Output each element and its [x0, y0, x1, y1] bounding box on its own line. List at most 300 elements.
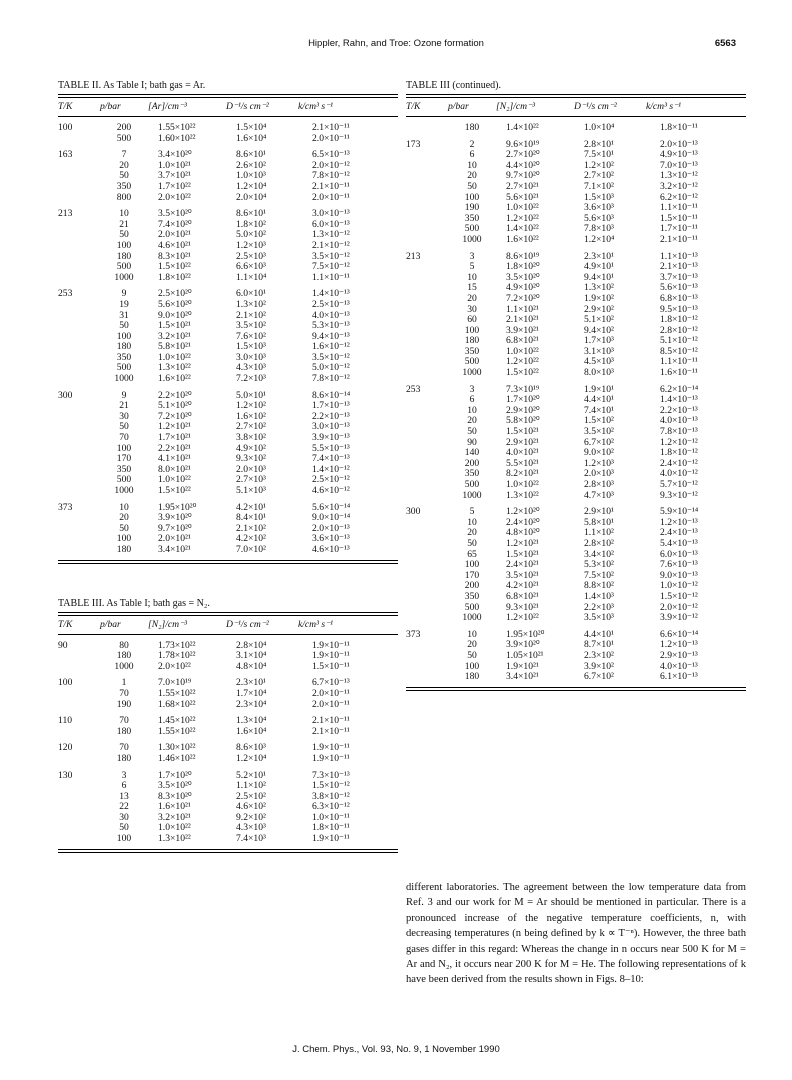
temperature-group — [406, 501, 746, 624]
rate-cell: 1.0×10⁻¹¹ — [312, 811, 350, 823]
rate-cell: 1.9×10⁻¹¹ — [312, 833, 350, 845]
concentration-cell: 1.2×10²² — [506, 356, 539, 368]
column-header: k/cm³ s⁻¹ — [298, 98, 398, 117]
table-caption: TABLE II. As Table I; bath gas = Ar. — [58, 80, 206, 91]
diffusion-cell: 5.8×10¹ — [584, 516, 614, 528]
concentration-cell: 1.5×10²² — [506, 367, 539, 379]
temperature-cell — [406, 480, 448, 491]
diffusion-cell: 2.8×10³ — [584, 479, 614, 490]
concentration-cell: 2.5×10²⁰ — [158, 288, 192, 300]
data-table — [58, 616, 398, 845]
pressure-cell: 50 — [119, 822, 129, 834]
temperature-group — [406, 379, 746, 502]
concentration-cell: 8.3×10²⁰ — [158, 790, 192, 802]
diffusion-cell: 5.1×10² — [584, 314, 614, 326]
rate-cell: 2.0×10⁻¹¹ — [312, 132, 350, 144]
table-row — [406, 613, 746, 624]
concentration-cell: 1.5×10²¹ — [506, 426, 539, 438]
table-row — [406, 235, 746, 246]
diffusion-cell: 4.3×10³ — [236, 822, 266, 834]
temperature-cell — [406, 550, 448, 561]
concentration-cell: 1.9×10²¹ — [506, 660, 539, 672]
table-bottom-rule — [58, 849, 398, 853]
body-paragraph — [406, 880, 746, 988]
concentration-cell: 5.5×10²¹ — [506, 457, 539, 469]
concentration-cell: 8.6×10¹⁹ — [506, 250, 540, 262]
rate-cell: 4.9×10⁻¹³ — [660, 149, 698, 161]
temperature-cell — [58, 475, 100, 486]
rate-cell: 5.5×10⁻¹³ — [312, 442, 350, 454]
table-bottom-rule — [58, 560, 398, 564]
pressure-cell: 1000 — [114, 373, 134, 385]
temperature-cell — [406, 336, 448, 347]
concentration-cell: 5.6×10²⁰ — [158, 298, 192, 310]
temperature-cell: 163 — [58, 149, 73, 161]
temperature-group — [58, 283, 398, 384]
diffusion-cell: 4.7×10³ — [584, 489, 614, 501]
pressure-cell: 190 — [116, 698, 132, 710]
concentration-cell: 3.9×10²¹ — [506, 324, 539, 336]
rate-cell: 6.2×10⁻¹² — [660, 191, 698, 203]
temperature-cell — [58, 412, 100, 423]
pressure-cell: 1000 — [462, 367, 482, 379]
diffusion-cell: 1.2×10² — [236, 400, 266, 412]
rate-cell: 7.8×10⁻¹² — [312, 373, 350, 385]
temperature-cell — [58, 193, 100, 204]
data-table — [58, 98, 398, 556]
rate-cell: 2.5×10⁻¹² — [312, 474, 350, 486]
rate-cell: 5.7×10⁻¹² — [660, 479, 698, 490]
rate-cell: 1.1×10⁻¹³ — [660, 250, 698, 262]
temperature-cell — [406, 171, 448, 182]
temperature-group — [58, 117, 398, 145]
pressure-cell: 65 — [467, 548, 477, 560]
journal-footer: J. Chem. Phys., Vol. 93, No. 9, 1 November 1990 — [292, 1044, 500, 1055]
rate-cell: 2.5×10⁻¹³ — [312, 298, 350, 310]
temperature-cell — [58, 651, 100, 662]
concentration-cell: 4.4×10²⁰ — [506, 159, 540, 171]
pressure-cell: 22 — [119, 801, 129, 813]
diffusion-cell: 1.8×10² — [236, 218, 266, 230]
temperature-cell — [406, 539, 448, 550]
pressure-cell: 100 — [116, 330, 132, 342]
table-row — [58, 689, 398, 700]
diffusion-cell: 2.8×10² — [584, 537, 614, 549]
concentration-cell: 2.7×10²⁰ — [506, 149, 540, 161]
temperature-cell — [58, 513, 100, 524]
pressure-cell: 180 — [116, 752, 132, 764]
diffusion-cell: 3.4×10² — [584, 548, 614, 560]
table-row — [58, 545, 398, 556]
diffusion-cell: 1.9×10² — [584, 292, 614, 304]
concentration-cell: 8.2×10²¹ — [506, 468, 539, 480]
diffusion-cell: 1.7×10⁴ — [236, 687, 267, 699]
temperature-cell: 100 — [58, 122, 73, 133]
temperature-cell — [58, 182, 100, 193]
concentration-cell: 1.46×10²² — [158, 752, 196, 764]
table-row — [58, 727, 398, 738]
temperature-group — [58, 765, 398, 845]
diffusion-cell: 8.4×10¹ — [236, 512, 266, 524]
diffusion-cell: 1.4×10³ — [584, 590, 614, 602]
diffusion-cell: 2.3×10² — [584, 649, 614, 661]
rate-cell: 1.4×10⁻¹³ — [312, 288, 350, 300]
rate-cell: 2.1×10⁻¹² — [312, 239, 350, 251]
concentration-cell: 4.2×10²¹ — [506, 580, 539, 592]
pressure-cell: 350 — [116, 463, 132, 475]
concentration-cell: 7.2×10²⁰ — [506, 292, 540, 304]
diffusion-cell: 8.6×10¹ — [236, 149, 266, 161]
table-row — [58, 182, 398, 193]
temperature-cell — [58, 363, 100, 374]
concentration-cell: 4.8×10²⁰ — [506, 527, 540, 539]
pressure-cell: 180 — [464, 671, 480, 683]
rate-cell: 1.5×10⁻¹¹ — [660, 212, 698, 224]
pressure-cell: 180 — [116, 725, 132, 737]
diffusion-cell: 7.1×10² — [584, 180, 614, 192]
temperature-cell — [58, 134, 100, 145]
pressure-cell: 1000 — [114, 485, 134, 496]
body-text: different laboratories. The agreement between the low temperature data from Ref. 3 and our work for M = Ar should be mentioned in particular. There is a pronounced increase of the negative temperature coefficients, n, with decreasing temperatures (n being defined by k ∝ T⁻ⁿ). However, the three bath gases differ in this regard: Whereas the change in n occurs near 500 K for M = Ar and N₂, it occurs near 200 K for M = He. The following representations of k have been derived from the results shown in Figs. 8–10: — [406, 882, 746, 986]
temperature-cell — [406, 150, 448, 161]
temperature-cell — [406, 224, 448, 235]
rate-cell: 2.4×10⁻¹² — [660, 457, 698, 469]
column-header: k/cm³ s⁻¹ — [298, 616, 398, 635]
temperature-cell — [406, 273, 448, 284]
rate-cell: 5.0×10⁻¹² — [312, 362, 350, 374]
concentration-cell: 1.8×10²² — [158, 271, 191, 283]
rate-cell: 7.3×10⁻¹³ — [312, 769, 350, 781]
concentration-cell: 1.4×10²² — [506, 223, 539, 235]
temperature-cell — [406, 518, 448, 529]
concentration-cell: 1.3×10²² — [158, 362, 191, 374]
diffusion-cell: 6.7×10² — [584, 436, 614, 448]
diffusion-cell: 2.2×10³ — [584, 601, 614, 613]
temperature-group — [58, 203, 398, 283]
pressure-cell: 6 — [469, 149, 475, 161]
concentration-cell: 1.55×10²² — [158, 122, 196, 133]
pressure-cell: 50 — [119, 229, 129, 241]
table-row — [406, 246, 746, 263]
rate-cell: 1.0×10⁻¹² — [660, 580, 698, 592]
pressure-cell: 3 — [469, 250, 475, 262]
temperature-cell: 300 — [406, 506, 421, 518]
concentration-cell: 2.4×10²¹ — [506, 559, 539, 571]
temperature-cell — [406, 326, 448, 337]
temperature-cell: 373 — [406, 628, 421, 640]
rate-cell: 7.8×10⁻¹² — [312, 170, 350, 182]
diffusion-cell: 7.5×10² — [584, 569, 614, 581]
concentration-cell: 2.0×10²² — [158, 191, 191, 203]
temperature-cell — [58, 252, 100, 263]
temperature-cell — [58, 754, 100, 765]
rate-cell: 2.1×10⁻¹¹ — [312, 725, 350, 737]
temperature-cell — [58, 813, 100, 824]
temperature-cell — [406, 469, 448, 480]
diffusion-cell: 3.8×10² — [236, 432, 266, 444]
column-header: D⁻¹/s cm⁻² — [226, 616, 298, 635]
pressure-cell: 20 — [119, 512, 129, 524]
temperature-cell — [406, 395, 448, 406]
temperature-cell: 130 — [58, 769, 73, 781]
concentration-cell: 1.0×10²² — [506, 202, 539, 214]
rate-cell: 5.9×10⁻¹⁴ — [660, 506, 699, 518]
pressure-cell: 70 — [119, 742, 129, 754]
diffusion-cell: 3.0×10³ — [236, 351, 266, 363]
concentration-cell: 6.8×10²¹ — [506, 590, 539, 602]
pressure-cell: 1000 — [114, 271, 134, 283]
rate-cell: 2.1×10⁻¹³ — [660, 261, 698, 273]
temperature-cell — [58, 342, 100, 353]
table-row — [406, 651, 746, 662]
table-row — [58, 834, 398, 845]
rate-cell: 1.7×10⁻¹³ — [312, 400, 350, 412]
concentration-cell: 1.1×10²¹ — [506, 303, 539, 315]
rate-cell: 1.1×10⁻¹¹ — [312, 271, 350, 283]
pressure-cell: 5 — [469, 506, 475, 518]
rate-cell: 6.5×10⁻¹³ — [312, 149, 350, 161]
concentration-cell: 1.6×10²² — [506, 233, 539, 245]
table-row — [406, 501, 746, 518]
pressure-cell: 100 — [116, 442, 132, 454]
column-header: T/K — [406, 98, 448, 117]
rate-cell: 6.0×10⁻¹³ — [312, 218, 350, 230]
rate-cell: 4.6×10⁻¹² — [312, 485, 350, 496]
pressure-cell: 350 — [464, 590, 480, 602]
pressure-cell: 20 — [467, 415, 477, 427]
temperature-cell — [406, 214, 448, 225]
concentration-cell: 2.9×10²¹ — [506, 436, 539, 448]
concentration-cell: 1.68×10²² — [158, 698, 196, 710]
rate-cell: 5.6×10⁻¹⁴ — [312, 501, 351, 513]
pressure-cell: 10 — [467, 516, 477, 528]
concentration-cell: 9.6×10¹⁹ — [506, 138, 540, 150]
temperature-cell — [406, 581, 448, 592]
diffusion-cell: 2.7×10² — [236, 421, 266, 433]
rate-cell: 2.0×10⁻¹¹ — [312, 698, 350, 710]
rate-cell: 2.0×10⁻¹² — [660, 601, 698, 613]
pressure-cell: 3 — [469, 383, 475, 395]
table-row — [58, 662, 398, 673]
rate-cell: 7.6×10⁻¹³ — [660, 559, 698, 571]
diffusion-cell: 4.5×10³ — [584, 356, 614, 368]
temperature-cell — [58, 433, 100, 444]
table-row — [58, 374, 398, 385]
temperature-cell: 120 — [58, 742, 73, 754]
temperature-cell: 213 — [406, 250, 421, 262]
concentration-cell: 1.2×10²⁰ — [506, 506, 540, 518]
concentration-cell: 1.95×10²⁰ — [158, 501, 197, 513]
concentration-cell: 1.0×10²¹ — [158, 159, 191, 171]
table-row — [406, 117, 746, 134]
diffusion-cell: 7.2×10³ — [236, 373, 266, 385]
diffusion-cell: 3.5×10³ — [584, 612, 614, 624]
pressure-cell: 19 — [119, 298, 129, 310]
rate-cell: 1.3×10⁻¹² — [660, 170, 698, 182]
rate-cell: 1.8×10⁻¹² — [660, 447, 698, 459]
pressure-cell: 80 — [119, 639, 129, 651]
temperature-group — [58, 710, 398, 737]
pressure-cell: 350 — [116, 180, 132, 192]
diffusion-cell: 3.5×10² — [236, 320, 266, 332]
table-row — [58, 273, 398, 284]
pressure-cell: 30 — [119, 811, 129, 823]
pressure-cell: 30 — [119, 410, 129, 422]
table-row — [58, 283, 398, 300]
temperature-cell: 253 — [58, 288, 73, 300]
concentration-cell: 1.45×10²² — [158, 715, 196, 727]
pressure-cell: 100 — [116, 833, 132, 845]
table-caption: TABLE III. As Table I; bath gas = N₂. — [58, 597, 210, 609]
diffusion-cell: 9.2×10² — [236, 811, 266, 823]
temperature-cell — [406, 368, 448, 379]
diffusion-cell: 5.2×10¹ — [236, 769, 266, 781]
right-column — [406, 80, 746, 691]
rate-cell: 2.1×10⁻¹¹ — [312, 122, 350, 133]
pressure-cell: 500 — [464, 356, 480, 368]
temperature-cell — [58, 262, 100, 273]
pressure-cell: 30 — [467, 303, 477, 315]
column-header: T/K — [58, 98, 100, 117]
diffusion-cell: 1.1×10² — [584, 527, 614, 539]
temperature-cell — [58, 700, 100, 711]
column-header: [Ar]/cm⁻³ — [148, 98, 226, 117]
rate-cell: 4.0×10⁻¹³ — [660, 660, 698, 672]
rate-cell: 3.7×10⁻¹³ — [660, 271, 698, 283]
pressure-cell: 350 — [464, 468, 480, 480]
temperature-cell — [406, 406, 448, 417]
pressure-cell: 180 — [464, 335, 480, 347]
pressure-cell: 70 — [119, 715, 129, 727]
rate-cell: 6.2×10⁻¹⁴ — [660, 383, 699, 395]
diffusion-cell: 2.3×10¹ — [236, 677, 266, 689]
rate-cell: 1.5×10⁻¹¹ — [312, 660, 350, 672]
concentration-cell: 4.9×10²⁰ — [506, 282, 540, 294]
pressure-cell: 5 — [469, 261, 475, 273]
diffusion-cell: 1.2×10³ — [584, 457, 614, 469]
diffusion-cell: 3.5×10² — [584, 426, 614, 438]
rate-cell: 1.8×10⁻¹² — [660, 314, 698, 326]
column-header: k/cm³ s⁻¹ — [646, 98, 746, 117]
rate-cell: 6.6×10⁻¹⁴ — [660, 628, 699, 640]
temperature-cell — [406, 672, 448, 683]
concentration-cell: 2.4×10²⁰ — [506, 516, 540, 528]
diffusion-cell: 7.6×10² — [236, 330, 266, 342]
diffusion-cell: 3.9×10² — [584, 660, 614, 672]
temperature-cell — [406, 640, 448, 651]
temperature-cell — [58, 662, 100, 673]
diffusion-cell: 4.3×10³ — [236, 362, 266, 374]
table-row — [58, 497, 398, 514]
rate-cell: 3.2×10⁻¹² — [660, 180, 698, 192]
temperature-cell — [58, 311, 100, 322]
rate-cell: 1.9×10⁻¹¹ — [312, 639, 350, 651]
diffusion-cell: 4.4×10¹ — [584, 628, 614, 640]
diffusion-cell: 8.0×10³ — [584, 367, 614, 379]
diffusion-cell: 1.5×10² — [584, 415, 614, 427]
concentration-cell: 1.7×10²¹ — [158, 432, 191, 444]
concentration-cell: 3.5×10²⁰ — [158, 208, 192, 220]
pressure-cell: 9 — [121, 288, 127, 300]
concentration-cell: 1.55×10²² — [158, 725, 196, 737]
table-row — [406, 672, 746, 683]
temperature-cell — [58, 241, 100, 252]
table-row — [58, 700, 398, 711]
rate-cell: 1.9×10⁻¹¹ — [312, 650, 350, 662]
temperature-cell: 253 — [406, 383, 421, 395]
rate-cell: 1.8×10⁻¹¹ — [312, 822, 350, 834]
concentration-cell: 1.3×10²² — [158, 833, 191, 845]
pressure-cell: 10 — [467, 159, 477, 171]
concentration-cell: 3.4×10²¹ — [506, 671, 539, 683]
pressure-cell: 180 — [116, 543, 132, 555]
concentration-cell: 3.9×10²⁰ — [506, 639, 540, 651]
temperature-cell — [58, 273, 100, 284]
rate-cell: 1.3×10⁻¹² — [312, 229, 350, 241]
diffusion-cell: 2.0×10³ — [236, 463, 266, 475]
table-row — [406, 368, 746, 379]
rate-cell: 2.2×10⁻¹³ — [660, 404, 698, 416]
temperature-cell — [58, 230, 100, 241]
temperature-cell — [58, 171, 100, 182]
pressure-cell: 100 — [116, 533, 132, 545]
temperature-cell — [58, 524, 100, 535]
diffusion-cell: 7.5×10¹ — [584, 149, 614, 161]
concentration-cell: 3.2×10²¹ — [158, 330, 191, 342]
concentration-cell: 1.3×10²² — [506, 489, 539, 501]
concentration-cell: 8.3×10²¹ — [158, 250, 191, 262]
temperature-cell — [58, 689, 100, 700]
pressure-cell: 50 — [467, 180, 477, 192]
table-row — [58, 737, 398, 754]
concentration-cell: 7.0×10¹⁹ — [158, 677, 192, 689]
temperature-cell — [406, 347, 448, 358]
concentration-cell: 5.1×10²⁰ — [158, 400, 192, 412]
concentration-cell: 1.5×10²² — [158, 485, 191, 496]
rate-cell: 3.5×10⁻¹² — [312, 351, 350, 363]
pressure-cell: 21 — [119, 400, 129, 412]
pressure-cell: 7 — [121, 149, 127, 161]
temperature-cell — [406, 357, 448, 368]
temperature-cell — [406, 560, 448, 571]
pressure-cell: 3 — [121, 769, 127, 781]
pressure-cell: 10 — [467, 404, 477, 416]
pressure-cell: 50 — [119, 170, 129, 182]
pressure-cell: 1000 — [114, 660, 134, 672]
column-header: p/bar — [448, 98, 496, 117]
diffusion-cell: 2.3×10⁴ — [236, 698, 267, 710]
concentration-cell: 1.6×10²¹ — [158, 801, 191, 813]
diffusion-cell: 2.8×10⁴ — [236, 639, 267, 651]
temperature-cell — [58, 727, 100, 738]
table-caption: TABLE III (continued). — [406, 80, 501, 91]
pressure-cell: 21 — [119, 218, 129, 230]
temperature-cell: 110 — [58, 715, 73, 727]
diffusion-cell: 1.3×10² — [584, 282, 614, 294]
concentration-cell: 2.7×10²¹ — [506, 180, 539, 192]
pressure-cell: 50 — [119, 522, 129, 534]
concentration-cell: 9.3×10²¹ — [506, 601, 539, 613]
concentration-cell: 2.9×10²⁰ — [506, 404, 540, 416]
diffusion-cell: 2.5×10³ — [236, 250, 266, 262]
concentration-cell: 1.73×10²² — [158, 639, 196, 651]
concentration-cell: 8.0×10²¹ — [158, 463, 191, 475]
diffusion-cell: 2.1×10² — [236, 309, 266, 321]
pressure-cell: 200 — [464, 457, 480, 469]
concentration-cell: 1.6×10²² — [158, 373, 191, 385]
column-header: D⁻¹/s cm⁻² — [226, 98, 298, 117]
concentration-cell: 1.7×10²⁰ — [158, 769, 192, 781]
